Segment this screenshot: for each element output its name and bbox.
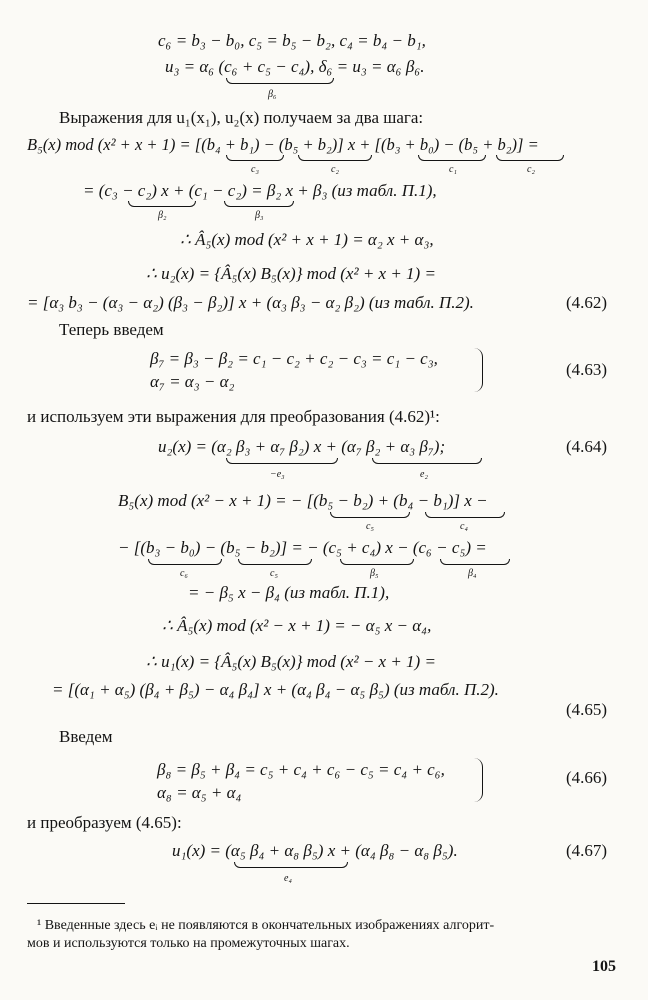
underbrace-label: c₆ (180, 568, 188, 579)
equation-beta5-beta4: = − β₅ x − β₄ (из табл. П.1), (188, 583, 390, 602)
underbrace-label: e₂ (420, 469, 428, 480)
underbrace (372, 458, 482, 464)
underbrace (226, 78, 334, 84)
underbrace-label: −e₃ (270, 469, 285, 480)
equation-b5-mod-minus: B₅(x) mod (x² − x + 1) = − [(b₅ − b₂) + (b₄ − b₁)] x − (118, 491, 488, 510)
equation-u3: u₃ = α₆ (c₆ + c₅ − c₄), δ₆ = u₃ = α₆ β₆. (165, 57, 425, 76)
equation-c-definitions: c₆ = b₃ − b₀, c₅ = b₅ − b₂, c₄ = b₄ − b₁, (158, 31, 426, 50)
underbrace-label: c₂ (331, 164, 339, 175)
underbrace-label: β₃ (255, 210, 264, 221)
equation-alpha7: α₇ = α₃ − α₂ (150, 372, 235, 391)
equation-u2-result: = [α₃ b₃ − (α₃ − α₂) (β₃ − β₂)] x + (α₃ β₃ − α₂ β₂) (из табл. П.2). (27, 293, 474, 312)
equation-a5-mod-minus: ∴ Â₅(x) mod (x² − x + 1) = − α₅ x − α₄, (162, 616, 432, 635)
underbrace-label: c₅ (270, 568, 278, 579)
underbrace (128, 201, 196, 207)
equation-number: (4.63) (566, 360, 608, 379)
equation-beta7: β₇ = β₃ − β₂ = c₁ − c₂ + c₂ − c₃ = c₁ − c₃, (150, 349, 438, 368)
underbrace (234, 862, 348, 868)
underbrace-label: c₄ (460, 521, 468, 532)
system-brace (474, 758, 483, 802)
equation-u1-final: u₁(x) = (α₅ β₄ + α₈ β₅) x + (α₄ β₈ − α₈ β₅). (172, 841, 458, 860)
underbrace (148, 559, 222, 565)
underbrace-label: β₅ (370, 568, 379, 579)
equation-a5-mod: ∴ Â₅(x) mod (x² + x + 1) = α₂ x + α₃, (180, 230, 434, 249)
underbrace (226, 155, 284, 161)
underbrace (224, 201, 294, 207)
equation-number: (4.67) (566, 841, 608, 860)
footnote-rule (27, 903, 125, 904)
paragraph-text: Выражения для u₁(x₁), u₂(x) получаем за два шага: (59, 108, 424, 127)
underbrace (496, 155, 564, 161)
equation-number: (4.64) (566, 437, 608, 456)
underbrace-label: c₅ (366, 521, 374, 532)
paragraph-text: Введем (59, 727, 113, 746)
underbrace-label: e₄ (284, 873, 292, 884)
equation-u1-def: ∴ u₁(x) = {Â₅(x) B₅(x)} mod (x² − x + 1) = (146, 652, 436, 671)
underbrace-label: c₁ (449, 164, 457, 175)
equation-u1-result: = [(α₁ + α₅) (β₄ + β₅) − α₄ β₄] x + (α₄ β₄ − α₅ β₅) (из табл. П.2). (52, 680, 499, 699)
underbrace (340, 559, 414, 565)
underbrace (238, 559, 312, 565)
equation-number: (4.65) (566, 700, 608, 719)
equation-number: (4.62) (566, 293, 608, 312)
footnote-text: мов и используются только на промежуточных шагах. (27, 936, 350, 951)
underbrace-label: β₆ (268, 89, 277, 100)
underbrace-label: c₂ (527, 164, 535, 175)
paragraph-text: и преобразуем (4.65): (27, 813, 182, 832)
footnote-text: ¹ Введенные здесь eᵢ не появляются в окончательных изображениях алгорит- (37, 918, 495, 933)
paragraph-text: Теперь введем (59, 320, 164, 339)
underbrace (418, 155, 486, 161)
equation-alpha8: α₈ = α₅ + α₄ (157, 783, 242, 802)
underbrace (440, 559, 510, 565)
equation-u2-final: u₂(x) = (α₂ β₃ + α₇ β₂) x + (α₇ β₂ + α₃ β₇); (158, 437, 446, 456)
system-brace (474, 348, 483, 392)
paragraph-text: и используем эти выражения для преобразования (4.62)¹: (27, 407, 440, 426)
underbrace (425, 512, 505, 518)
underbrace (330, 512, 410, 518)
page-number: 105 (592, 958, 616, 975)
underbrace-label: β₄ (468, 568, 477, 579)
underbrace-label: c₃ (251, 164, 259, 175)
underbrace (298, 155, 372, 161)
equation-beta2-beta3: = (c₃ − c₂) x + (c₁ − c₂) = β₂ x + β₃ (из табл. П.1), (83, 181, 437, 200)
equation-b5-continued: − [(b₃ − b₀) − (b₅ − b₂)] = − (c₅ + c₄) x − (c₆ − c₅) = (118, 538, 487, 557)
equation-beta8: β₈ = β₅ + β₄ = c₅ + c₄ + c₆ − c₅ = c₄ + c₆, (157, 760, 445, 779)
equation-b5-mod: B₅(x) mod (x² + x + 1) = [(b₄ + b₁) − (b₅ + b₂)] x + [(b₃ + b₀) − (b₅ + b₂)] = (27, 135, 539, 154)
equation-u2-def: ∴ u₂(x) = {Â₅(x) B₅(x)} mod (x² + x + 1) = (146, 264, 436, 283)
underbrace-label: β₂ (158, 210, 167, 221)
underbrace (226, 458, 338, 464)
equation-number: (4.66) (566, 768, 608, 787)
